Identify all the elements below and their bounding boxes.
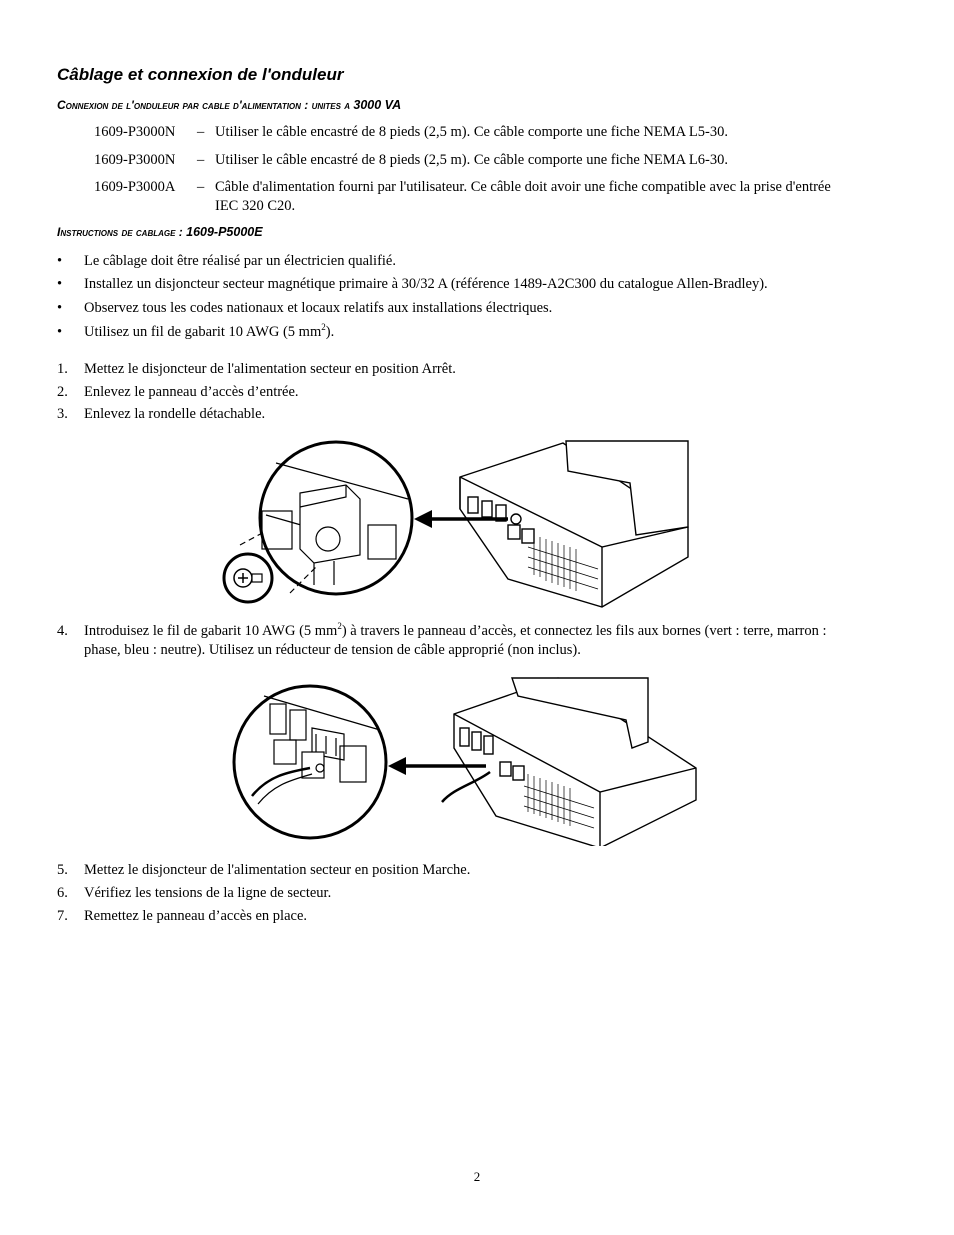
model-dash: – [197,152,205,168]
bullet-text-post: ). [325,324,335,340]
model-description: Utiliser le câble encastré de 8 pieds (2,5 m). Ce câble comporte une fiche NEMA L5-30. [215,124,728,140]
step-number: 2. [57,384,68,400]
step-text: Mettez le disjoncteur de l'alimentation secteur en position Arrêt. [84,361,456,377]
model-dash: – [197,124,205,140]
bullet-text: Observez tous les codes nationaux et locaux relatifs aux installations électriques. [84,300,553,316]
step-number: 1. [57,361,68,377]
subheading-wiring-tail: 1609-P5000E [186,225,263,239]
ups-unit-drawing [442,678,696,846]
step-number: 4. [57,623,68,639]
model-code: 1609-P3000N [94,124,176,140]
bullet-text [84,323,864,342]
subheading-power-cord [57,98,401,112]
step-number: 5. [57,862,68,878]
step-text: Enlevez le panneau d’accès d’entrée. [84,384,299,400]
ups-unit-drawing [460,441,688,607]
figure-remove-access-panel [218,435,698,610]
step-text: Vérifiez les tensions de la ligne de secteur. [84,885,332,901]
page-number: 2 [473,1169,481,1184]
figure-connect-wires [228,676,708,846]
model-dash: – [197,179,205,195]
step-text: Enlevez la rondelle détachable. [84,406,266,422]
step-text [84,622,844,660]
bullet-mark: • [57,300,63,316]
bullet-mark: • [57,276,63,292]
model-description: Utiliser le câble encastré de 8 pieds (2,5 m). Ce câble comporte une fiche NEMA L6-30. [215,152,728,168]
model-code: 1609-P3000N [94,152,176,168]
detail-magnifier [234,686,386,838]
model-code: 1609-P3000A [94,179,176,195]
bullet-mark: • [57,324,63,340]
step-text: Remettez le panneau d’accès en place. [84,908,308,924]
step-number: 7. [57,908,68,924]
bullet-mark: • [57,253,63,269]
section-title: Câblage et connexion de l'onduleur [57,65,344,84]
screw-icon [224,554,272,602]
step-number: 3. [57,406,68,422]
step-text-pre: Introduisez le fil de gabarit 10 AWG (5 mm [84,623,338,639]
bullet-text: Le câblage doit être réalisé par un électricien qualifié. [84,253,396,269]
superscript: 2 [321,322,326,333]
bullet-text: Installez un disjoncteur secteur magnétique primaire à 30/32 A (référence 1489-A2C300 du catalogue Allen-Bradley). [84,276,768,292]
bullet-text-pre: Utilisez un fil de gabarit 10 AWG (5 mm [84,324,322,340]
subheading-power-cord-lead: Connexion de l'onduleur par cable d'alimentation : unites a [57,98,354,112]
superscript: 2 [337,621,342,632]
step-text: Mettez le disjoncteur de l'alimentation secteur en position Marche. [84,862,471,878]
model-description: Câble d'alimentation fourni par l'utilisateur. Ce câble doit avoir une fiche compatible avec la prise d'entrée IEC 320 C20. [215,179,831,214]
subheading-wiring-lead: Instructions de cablage : [57,225,187,239]
subheading-power-cord-tail: 3000 VA [353,98,402,112]
step-text-post: ) à travers le panneau d’accès, et connectez les fils aux bornes (vert : terre, marron : phase, bleu : neutre). Utilisez un réducteur de tension de câble approprié (non inclus). [84,623,827,658]
step-number: 6. [57,885,68,901]
subheading-wiring [57,225,263,239]
